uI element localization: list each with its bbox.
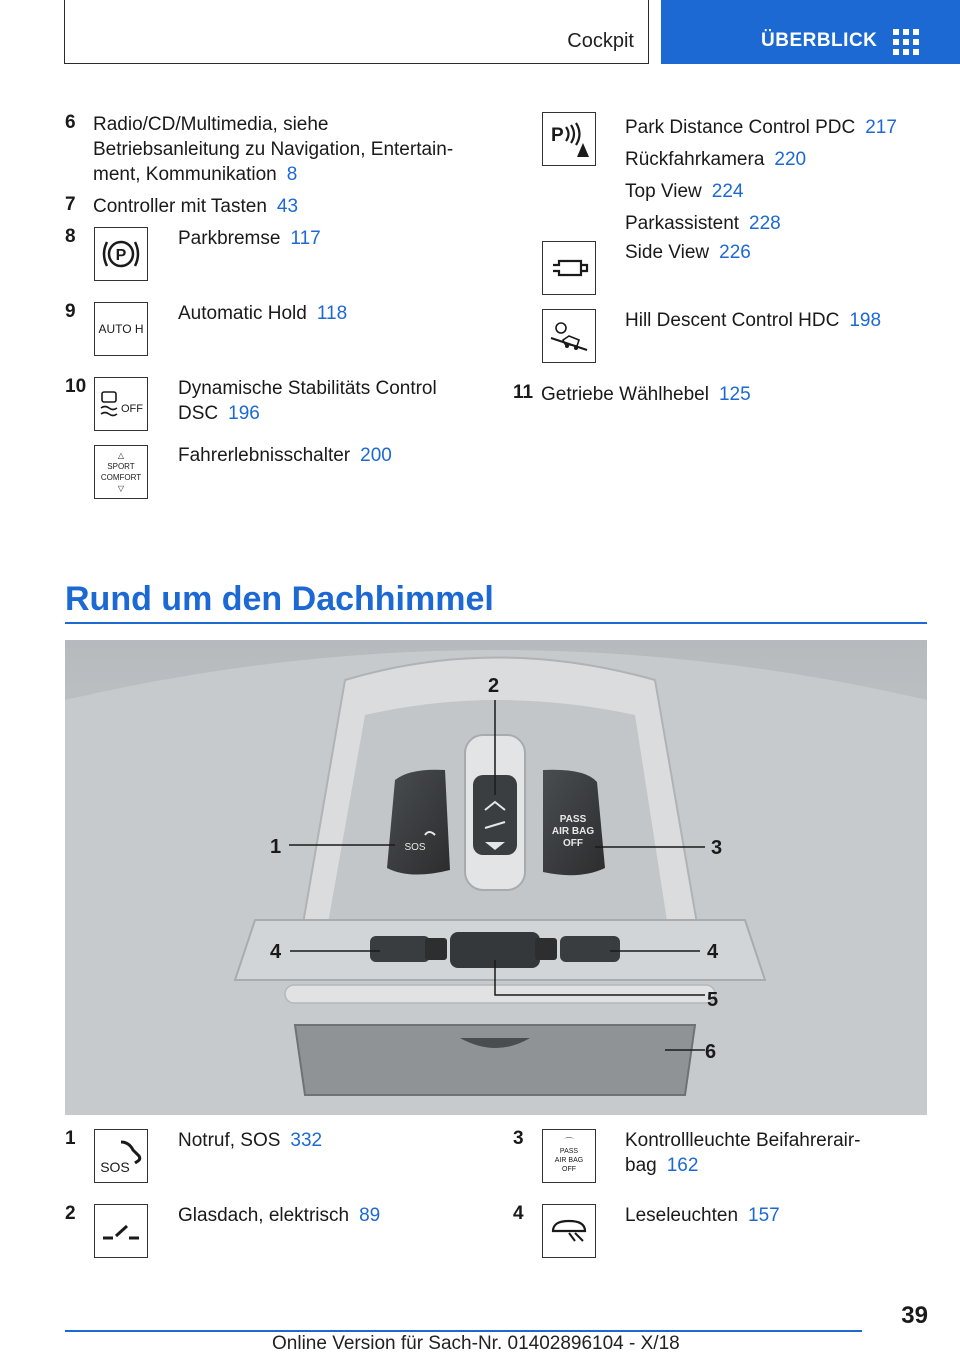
item-9-text: Automatic Hold 118 (178, 303, 348, 324)
hill-descent-text: Hill Descent Control HDC 198 (625, 310, 882, 331)
item-driving-experience-text: Fahrerlebnisschalter 200 (178, 445, 392, 466)
section-title: Rund um den Dachhimmel (65, 580, 494, 618)
legend-2-page-ref[interactable]: 89 (359, 1205, 381, 1226)
legend-3-number: 3 (513, 1128, 524, 1149)
callout-6: 6 (705, 1041, 717, 1063)
header-section-label: Cockpit (567, 30, 634, 52)
legend-4-text: Leseleuchten 157 (625, 1205, 780, 1226)
roof-console-illustration (65, 640, 927, 1115)
driving-experience-switch-icon: △ SPORT COMFORT ▽ (94, 445, 148, 499)
grid-menu-icon[interactable] (893, 29, 919, 55)
legend-1-number: 1 (65, 1128, 76, 1149)
triangle-down-icon: ▽ (117, 484, 125, 493)
svg-text:P: P (115, 247, 127, 264)
item-7-number: 7 (65, 194, 76, 215)
airbag-seat-icon: ⌒ (564, 1137, 574, 1147)
callout-4-left: 4 (270, 941, 282, 963)
footer-text: Online Version für Sach-Nr. 01402896104 - X/18 (272, 1333, 680, 1354)
auto-hold-icon: AUTO H (94, 302, 148, 356)
rear-camera-page-ref[interactable]: 220 (774, 149, 807, 170)
legend-3-text: Kontrollleuchte Beifahrerair- bag 162 (625, 1130, 861, 1176)
page-number: 39 (901, 1302, 928, 1329)
side-view-page-ref[interactable]: 226 (719, 242, 751, 263)
hill-descent-icon (542, 309, 596, 363)
callout-3: 3 (711, 837, 723, 859)
item-7-text: Controller mit Tasten 43 (93, 196, 299, 217)
item-10-text: Dynamische Stabilitäts Control DSC 196 (178, 378, 437, 424)
item-driving-experience-page-ref[interactable]: 200 (360, 445, 392, 466)
section-divider (65, 622, 927, 624)
item-6-text: Radio/CD/Multimedia, siehe Betriebsanleitung zu Navigation, Entertain- ment, Kommunikation 8 (93, 114, 454, 185)
item-6-number: 6 (65, 112, 76, 133)
pdc-icon (542, 112, 596, 166)
legend-1-text: Notruf, SOS 332 (178, 1130, 323, 1151)
svg-text:OFF: OFF (121, 403, 143, 415)
footer-divider (65, 1330, 862, 1332)
list-item: Parkassistent 228 (625, 213, 781, 234)
glass-roof-icon (94, 1204, 148, 1258)
top-view-page-ref[interactable]: 224 (711, 181, 744, 202)
item-10-page-ref[interactable]: 196 (228, 403, 260, 424)
callout-5: 5 (707, 989, 719, 1011)
sos-icon (94, 1129, 148, 1183)
parking-brake-icon (94, 227, 148, 281)
list-item: Top View 224 (625, 181, 744, 202)
list-item: Rückfahrkamera 220 (625, 149, 807, 170)
callout-4-right: 4 (707, 941, 719, 963)
hill-descent-page-ref[interactable]: 198 (849, 310, 882, 331)
legend-4-number: 4 (513, 1203, 524, 1224)
right-list-parking (625, 112, 897, 240)
callout-1: 1 (270, 836, 282, 858)
item-8-number: 8 (65, 226, 76, 247)
item-11-text: Getriebe Wählhebel 125 (541, 384, 751, 405)
park-assistant-page-ref[interactable]: 228 (749, 213, 781, 234)
svg-text:AIR BAG: AIR BAG (551, 826, 595, 837)
legend-3-page-ref[interactable]: 162 (666, 1155, 699, 1176)
item-9-number: 9 (65, 301, 76, 322)
item-8-page-ref[interactable]: 117 (290, 228, 321, 249)
reading-light-icon (542, 1204, 596, 1258)
passenger-airbag-off-icon: ⌒ PASS AIR BAG OFF (542, 1129, 596, 1183)
header-section-tab (64, 0, 649, 64)
svg-text:SOS: SOS (100, 1159, 130, 1175)
header-chapter-tab[interactable] (661, 0, 960, 64)
item-6-page-ref[interactable]: 8 (286, 164, 298, 185)
item-8-text: Parkbremse 117 (178, 228, 321, 249)
legend-1-page-ref[interactable]: 332 (290, 1130, 323, 1151)
svg-text:OFF: OFF (563, 838, 583, 849)
list-item: Park Distance Control PDC 217 (625, 117, 897, 138)
dsc-off-icon (94, 377, 148, 431)
item-7-page-ref[interactable]: 43 (276, 196, 299, 217)
item-10-number: 10 (65, 376, 87, 397)
pdc-page-ref[interactable]: 217 (865, 117, 897, 138)
svg-text:PASS: PASS (559, 814, 587, 825)
legend-2-text: Glasdach, elektrisch 89 (178, 1205, 381, 1226)
legend-2-number: 2 (65, 1203, 76, 1224)
item-9-page-ref[interactable]: 118 (316, 303, 348, 324)
triangle-up-icon: △ (117, 451, 125, 460)
svg-text:P: P (551, 125, 564, 146)
side-view-icon (542, 241, 596, 295)
side-view-text: Side View 226 (625, 242, 751, 263)
svg-text:SOS: SOS (404, 842, 426, 853)
item-11-number: 11 (513, 382, 534, 403)
header-chapter-label: ÜBERBLICK (761, 30, 878, 51)
legend-4-page-ref[interactable]: 157 (748, 1205, 780, 1226)
callout-2: 2 (488, 675, 500, 697)
item-11-page-ref[interactable]: 125 (718, 384, 751, 405)
